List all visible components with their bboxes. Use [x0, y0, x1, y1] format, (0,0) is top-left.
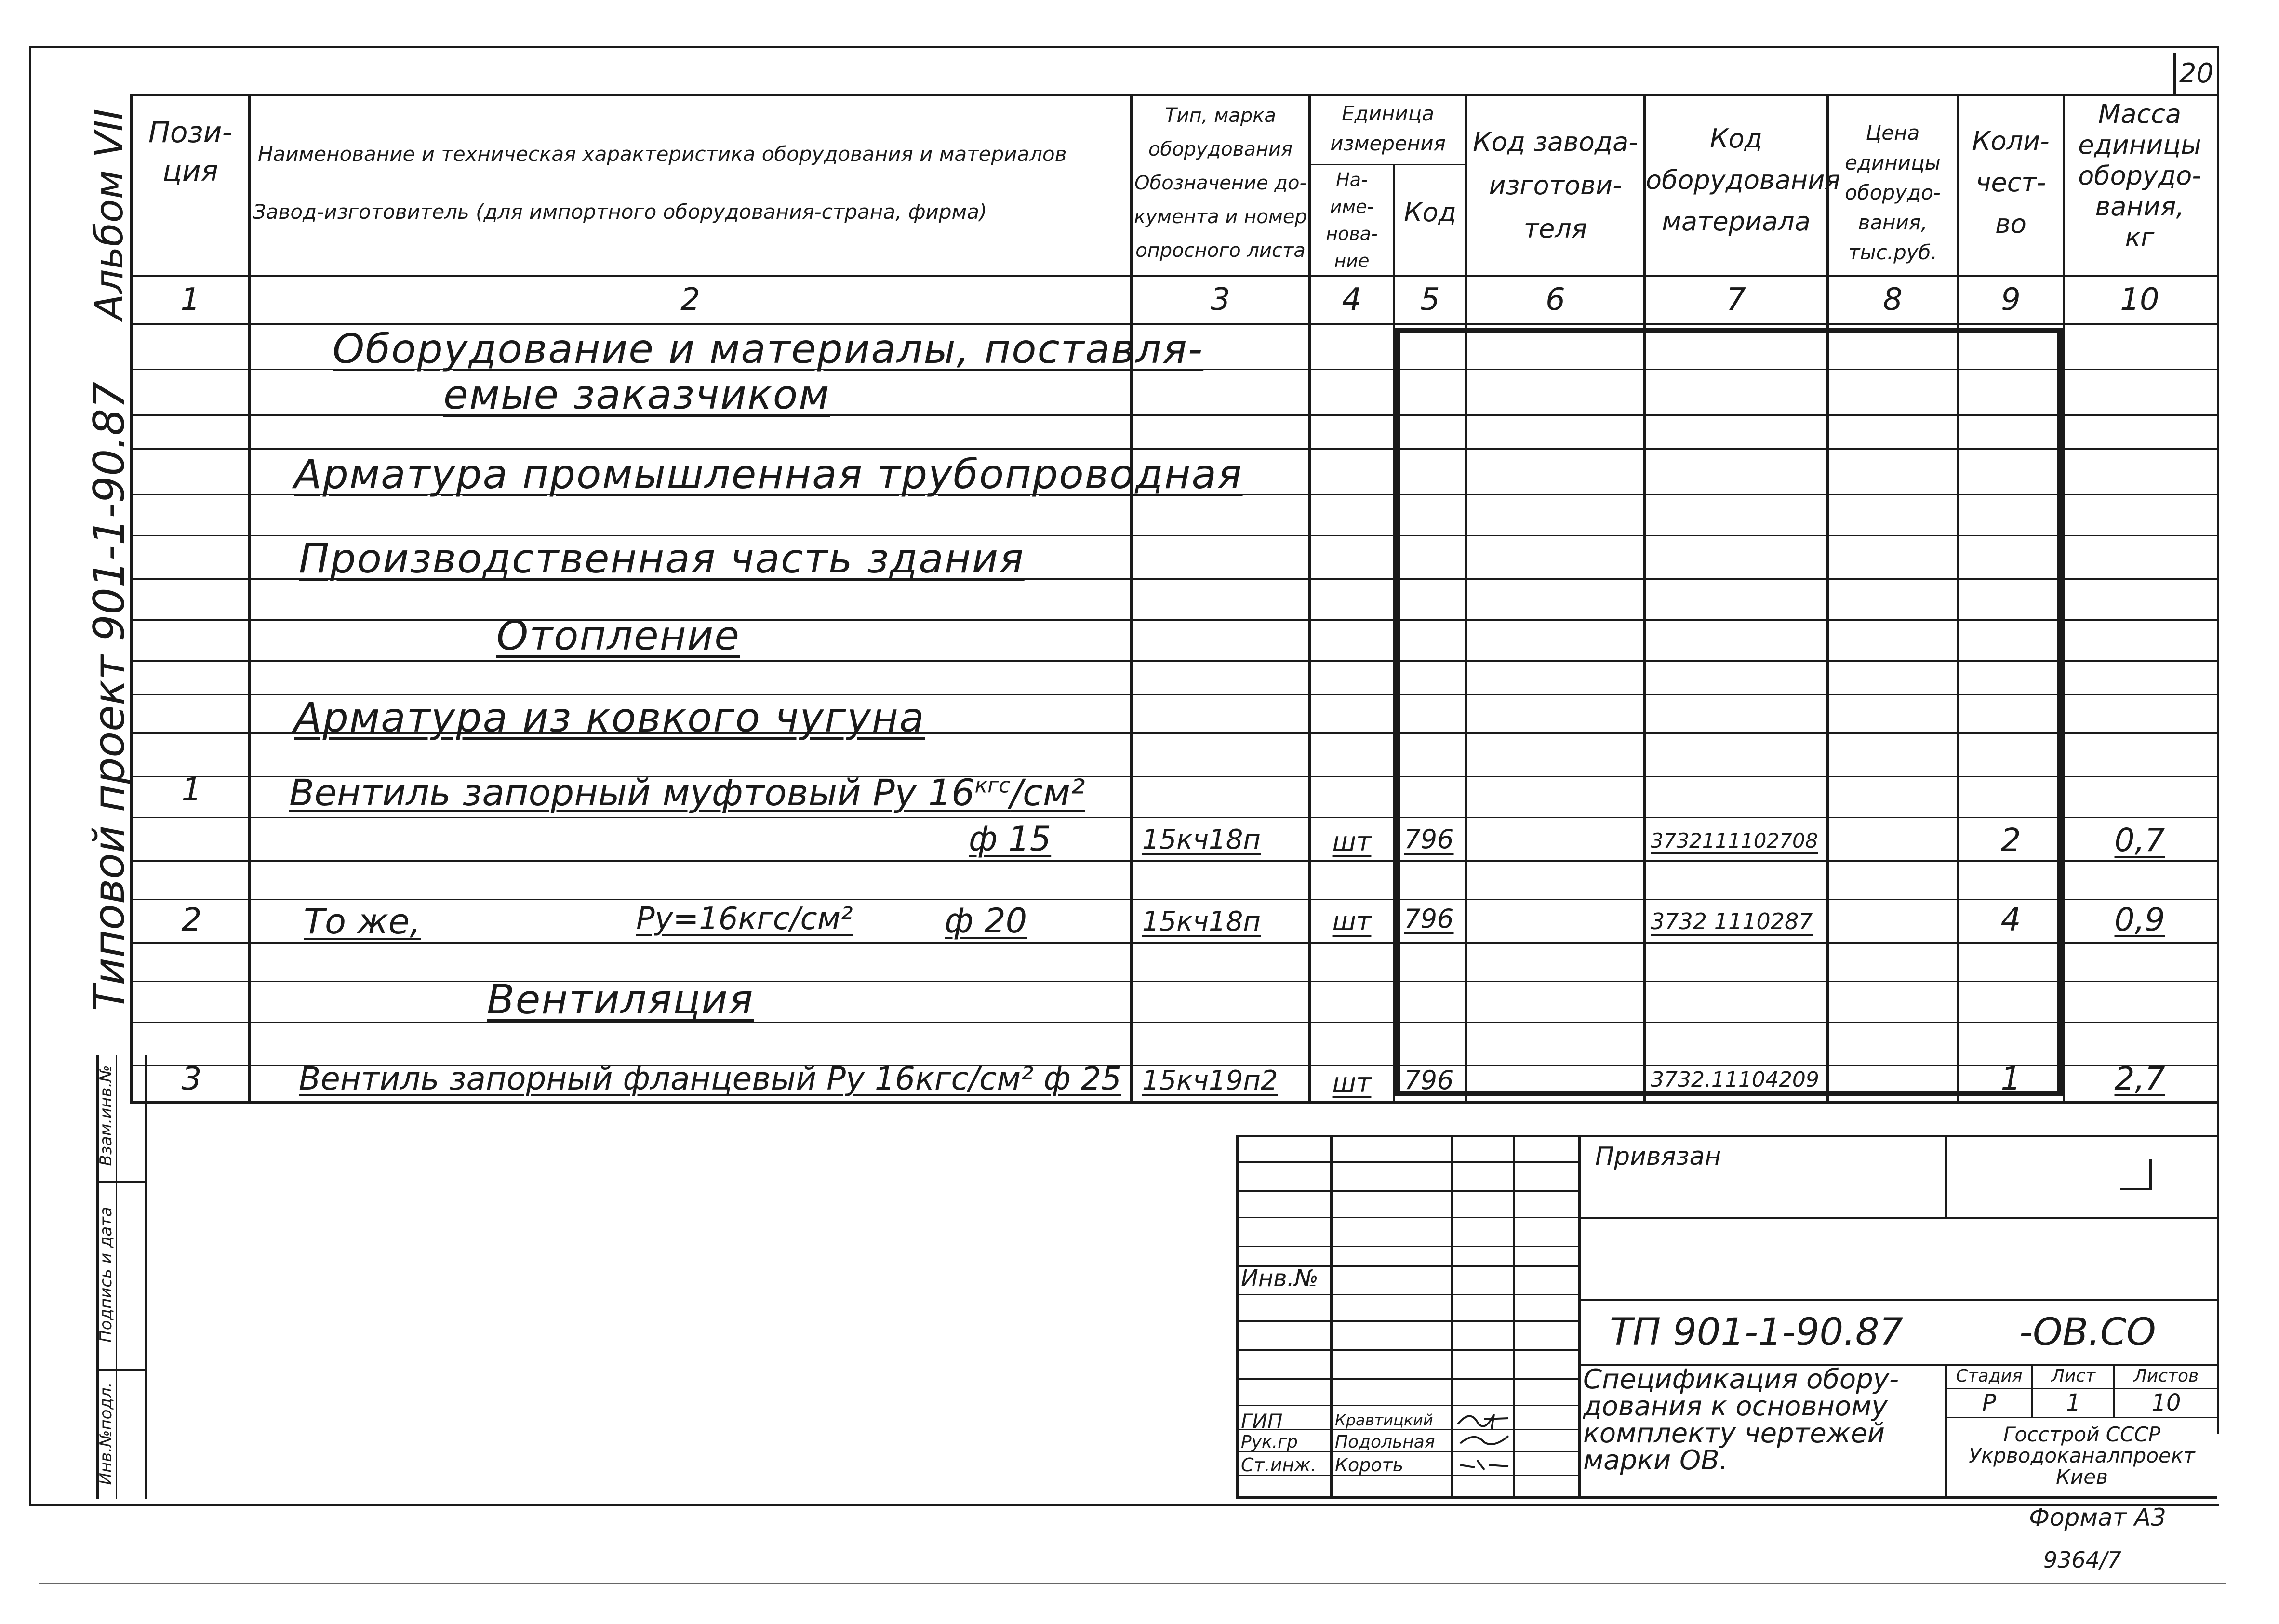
hdr-type: Тип, марка оборудования Обозначение до- кумента и номер опросного листа — [1134, 105, 1307, 262]
colnum-7: 7 — [1726, 282, 1746, 318]
item-2-pos: 2 — [181, 901, 202, 938]
tb-doc-suffix: -ОВ.СО — [2019, 1311, 2156, 1354]
tb-org: Госстрой СССР Укрводоканалпроект Киев — [1969, 1423, 2195, 1489]
album-label: Альбом VII — [87, 108, 132, 320]
tb-stage-label: Стадия — [1956, 1366, 2023, 1386]
colnum-5: 5 — [1420, 282, 1440, 318]
item-1-unit-sup: кгс — [974, 773, 1011, 798]
stamp-inner-divider — [116, 1055, 117, 1499]
project-label: Типовой проект 901-1-90.87 — [84, 381, 134, 1012]
colnum-1: 1 — [180, 282, 200, 318]
tb-corner-mark — [2120, 1159, 2152, 1190]
tb-col-d — [1578, 1135, 1581, 1499]
item-3-mass: 2,7 — [2114, 1060, 2165, 1097]
tb-stage-row-2 — [1945, 1417, 2217, 1418]
signature-1 — [1455, 1405, 1513, 1431]
tb-role-1: ГИП — [1241, 1410, 1283, 1433]
tb-col-b — [1451, 1135, 1453, 1499]
tb-name-2: Подольная — [1335, 1432, 1435, 1452]
item-2-mass: 0,9 — [2114, 901, 2165, 938]
footer-code: 9364/7 — [2043, 1547, 2121, 1573]
item-1-name-text: Вентиль запорный муфтовый Ру 16 — [289, 771, 975, 814]
colnum-6: 6 — [1546, 282, 1565, 318]
item-1-qty: 2 — [2000, 822, 2021, 859]
stamp-vzam: Взам.инв.№ — [96, 1065, 116, 1166]
header-bottom — [130, 275, 2217, 277]
hdr-quantity: Коли- чест- во — [1972, 126, 2050, 239]
tb-col-a — [1330, 1135, 1333, 1499]
tb-sheets: 10 — [2151, 1389, 2181, 1416]
stamp-podpis: Подпись и дата — [96, 1207, 116, 1343]
item-1-unit-rest: /см² — [1010, 771, 1085, 814]
item-1-mass: 0,7 — [2114, 822, 2165, 859]
item-2-type: 15кч18п — [1142, 906, 1261, 937]
tb-privyazan: Привязан — [1595, 1142, 1721, 1171]
unit-group-sep — [1308, 164, 1465, 165]
hdr-unit-group: Единица измерения — [1330, 102, 1446, 155]
colnum-8: 8 — [1883, 282, 1903, 318]
item-2-unit: шт — [1332, 906, 1372, 936]
tb-stage-col-1 — [2031, 1364, 2033, 1417]
hdr-position: Пози- ция — [148, 116, 233, 188]
tb-col-c — [1513, 1135, 1515, 1499]
tb-stage-col-2 — [2113, 1364, 2115, 1417]
tb-row — [1236, 1378, 1578, 1380]
item-1-material-code: 3732111102708 — [1651, 829, 1818, 852]
tb-row — [1236, 1320, 1578, 1322]
tb-inv-no: Инв.№ — [1241, 1265, 1319, 1292]
item-3-qty: 1 — [2000, 1060, 2021, 1097]
hdr-unit-code: Код — [1404, 197, 1456, 227]
tb-role-3: Ст.инж. — [1241, 1454, 1317, 1476]
item-1-pos: 1 — [181, 771, 202, 808]
colnum-3: 3 — [1211, 282, 1230, 318]
colnum-2: 2 — [680, 282, 700, 318]
item-1-dia: ф 15 — [969, 819, 1052, 859]
item-1-code: 796 — [1404, 824, 1454, 854]
section-pipe-fittings: Арматура промышленная трубопроводная — [294, 451, 1243, 498]
tb-row — [1236, 1161, 1578, 1163]
tb-right-row-1 — [1578, 1217, 2217, 1219]
item-2-dia: ф 20 — [945, 901, 1027, 941]
tb-row — [1236, 1246, 1578, 1247]
tb-row — [1236, 1405, 1578, 1406]
item-2-name: То же, — [304, 901, 421, 942]
signature-3 — [1455, 1453, 1513, 1475]
tb-sheet-label: Лист — [2051, 1366, 2096, 1386]
signature-2 — [1455, 1429, 1513, 1451]
tb-name-3: Короть — [1335, 1454, 1404, 1476]
tb-row — [1236, 1349, 1578, 1351]
section-cast-iron: Арматура из ковкого чугуна — [294, 694, 925, 741]
item-3-pos: 3 — [181, 1060, 202, 1097]
header-top — [130, 94, 2173, 96]
tb-col-e — [1945, 1135, 1947, 1217]
hdr-name-line1: Наименование и техническая характеристика оборудования и материалов — [258, 142, 1067, 166]
frame-right-edge — [2217, 46, 2219, 1434]
stamp-sep-1 — [96, 1181, 145, 1183]
item-2-code: 796 — [1404, 904, 1454, 934]
item-2-material-code: 3732 1110287 — [1651, 908, 1813, 934]
section-supplied-line2: емые заказчиком — [443, 371, 830, 418]
tb-sheet: 1 — [2066, 1389, 2081, 1416]
section-heating: Отопление — [496, 612, 740, 659]
section-supplied-line1: Оборудование и материалы, поставля- — [333, 325, 1204, 373]
item-1-unit: шт — [1332, 826, 1372, 857]
stamp-inv: Инв.№подл. — [96, 1382, 116, 1485]
table-bottom — [130, 1101, 2217, 1104]
tb-role-2: Рук.гр — [1241, 1432, 1298, 1452]
item-3-unit: шт — [1332, 1067, 1372, 1098]
tb-row — [1236, 1190, 1578, 1192]
item-3-code: 796 — [1404, 1065, 1454, 1095]
hdr-factory-code: Код завода- изготови- теля — [1473, 127, 1638, 244]
hdr-price: Цена единицы оборудо- вания, тыс.руб. — [1845, 121, 1941, 264]
item-3-name: Вентиль запорный фланцевый Ру 16кгс/см² ф 25 — [299, 1060, 1121, 1097]
hdr-name-line2: Завод-изготовитель (для импортного оборудования-страна, фирма) — [253, 200, 987, 224]
tb-name-1: Кравтицкий — [1335, 1411, 1433, 1429]
item-1-type: 15кч18п — [1142, 824, 1261, 855]
item-2-pressure: Ру=16кгс/см² — [636, 901, 853, 937]
frame-bottom-shadow — [39, 1583, 2226, 1584]
colnum-4: 4 — [1342, 282, 1362, 318]
tb-title: Спецификация обору- дования к основному комплекту чертежей марки ОВ. — [1583, 1364, 1899, 1476]
tb-right-row-2 — [1578, 1299, 2217, 1301]
tb-row — [1236, 1217, 1578, 1218]
tb-row — [1236, 1294, 1578, 1295]
colnum-9: 9 — [2001, 282, 2021, 318]
item-2-qty: 4 — [2000, 901, 2021, 938]
tb-doc-code: ТП 901-1-90.87 — [1610, 1311, 1904, 1354]
section-production: Производственная часть здания — [299, 535, 1025, 582]
page-number: 20 — [2179, 58, 2214, 89]
hdr-mass: Масса единицы оборудо- вания, кг — [2078, 99, 2201, 253]
item-3-type: 15кч19п2 — [1142, 1065, 1278, 1096]
col-line-1 — [248, 94, 251, 1101]
section-ventilation: Вентиляция — [487, 976, 754, 1023]
tb-sheets-label: Листов — [2133, 1366, 2199, 1386]
item-3-material-code: 3732.11104209 — [1651, 1067, 1819, 1092]
item-1-name — [289, 771, 1085, 814]
hdr-equipment-code: Код оборудования материала — [1646, 123, 1840, 237]
highlight-block — [1395, 328, 2063, 1096]
hdr-unit-name: На- име- нова- ние — [1326, 169, 1378, 271]
colnum-10: 10 — [2120, 282, 2159, 318]
format-label: Формат А3 — [2029, 1504, 2166, 1531]
tb-stage: Р — [1982, 1389, 1996, 1416]
